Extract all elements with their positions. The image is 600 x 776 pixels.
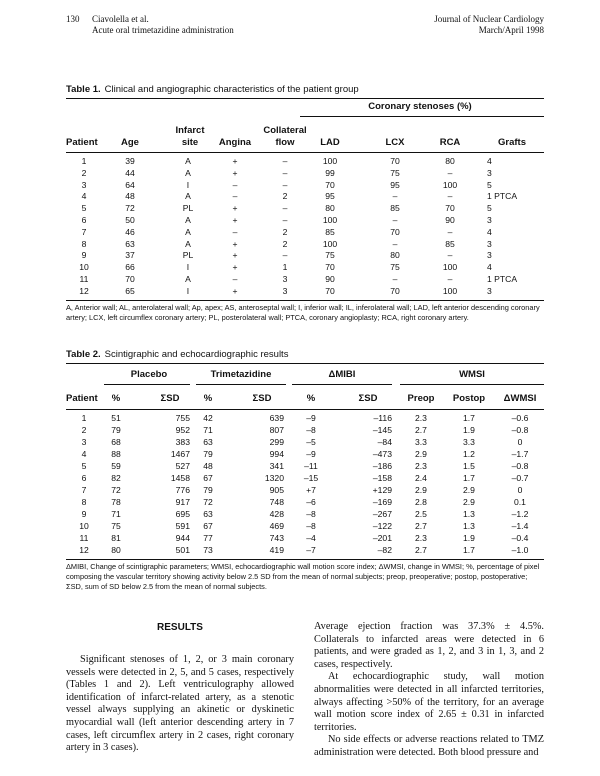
t1-cell: 80 — [325, 203, 335, 214]
t2-cell: –122 — [372, 521, 392, 531]
t1-col-lad: LAD — [320, 137, 340, 148]
t1-cell: 5 — [487, 179, 492, 190]
t2-col-p-sd: ΣSD — [160, 393, 180, 404]
results-right-column — [314, 621, 544, 760]
t1-cell: – — [282, 250, 288, 261]
t2-cell: 48 — [203, 461, 213, 471]
t2-cell: 59 — [111, 461, 121, 471]
t1-cell: 70 — [325, 179, 335, 190]
t1-cell: 46 — [125, 226, 135, 237]
t2-cell: 71 — [203, 425, 213, 435]
t2-cell: 748 — [269, 497, 284, 507]
t2-cell: 1320 — [264, 473, 284, 483]
t2-cell: 67 — [203, 473, 213, 483]
t2-cell: 0 — [517, 437, 523, 447]
t2-cell: –0.8 — [511, 425, 529, 435]
t2-cell: –0.6 — [511, 413, 529, 423]
t1-cell: 4 — [81, 191, 87, 202]
t2-cell: 2.3 — [415, 533, 427, 543]
t2-cell: –0.7 — [511, 473, 529, 483]
t2-cell: –15 — [303, 473, 319, 483]
t1-cell: PL — [182, 250, 194, 261]
t2-cell: 994 — [269, 449, 284, 459]
t1-cell: I — [186, 179, 190, 190]
results-paragraph-2: Average ejection fraction was 37.3% ± 4.5%. Collaterals to infarcted areas were detected in 6 patients, and were graded as 1, 2, and 3 in 1, 3, and 2 cases, respectively. — [314, 621, 544, 670]
t2-cell: 1.3 — [463, 509, 475, 519]
t1-cell: – — [232, 274, 238, 284]
t1-cell: A — [185, 215, 191, 225]
t2-cell: –116 — [373, 413, 392, 423]
t2-cell: 2.9 — [463, 497, 475, 507]
t1-cell: 100 — [322, 156, 338, 166]
t1-cell: 100 — [322, 215, 338, 225]
t2-cell: 2.9 — [415, 485, 427, 495]
t1-cell: A — [185, 238, 191, 249]
t2-cell: 1458 — [170, 473, 190, 483]
t1-cell: 12 — [79, 285, 89, 296]
t2-cell: 2.4 — [415, 473, 427, 483]
t1-col-infarct-1: Infarct — [175, 125, 205, 136]
t1-cell: 1 — [81, 156, 87, 166]
t2-cell: –84 — [377, 437, 392, 447]
t2-cell: 2.8 — [415, 497, 427, 507]
t2-cell: 527 — [175, 461, 190, 471]
t2-cell: –0.4 — [511, 533, 529, 543]
t1-cell: 64 — [125, 179, 135, 190]
t2-col-postop: Postop — [452, 393, 486, 404]
t2-group-rule-wmsi — [400, 384, 544, 385]
t2-cell: –1.4 — [511, 521, 529, 531]
t2-cell: 2.7 — [415, 545, 427, 555]
t2-cell: 383 — [175, 437, 190, 447]
t1-cell: A — [185, 167, 191, 178]
t1-cell: 99 — [325, 167, 335, 178]
table1-caption — [66, 84, 359, 95]
t1-cell: – — [232, 191, 238, 202]
t1-cell: A — [185, 274, 191, 284]
t2-group-rule-placebo — [104, 384, 190, 385]
t2-cell: 1.3 — [463, 521, 475, 531]
t2-cell: –201 — [372, 533, 392, 543]
t2-cell: 1.7 — [463, 545, 475, 555]
t2-cell: 1.5 — [463, 461, 475, 471]
t1-cell: – — [392, 274, 398, 284]
t2-group-rule-dmibi — [292, 384, 392, 385]
t2-col-t-sd: ΣSD — [252, 393, 272, 404]
t2-cell: 82 — [111, 473, 121, 483]
t1-cell: – — [392, 191, 398, 202]
t1-cell: 2 — [81, 167, 87, 178]
table1-caption-text: Clinical and angiographic characteristics of the patient group — [104, 84, 359, 95]
table2-top-rule — [66, 363, 544, 364]
t2-cell: 79 — [203, 449, 213, 459]
t2-cell: –1.0 — [511, 545, 529, 555]
t1-cell: 75 — [390, 167, 400, 178]
table1-bottom-rule — [66, 300, 544, 301]
table1-group-header: Coronary stenoses (%) — [368, 101, 472, 112]
t1-col-infarct-2: site — [181, 137, 199, 148]
t1-cell: 9 — [81, 250, 87, 261]
t2-group-trimetazidine: Trimetazidine — [210, 369, 272, 380]
t2-group-rule-tmz — [196, 384, 286, 385]
t1-cell: + — [232, 285, 238, 296]
results-paragraph-3: At echocardiographic study, wall motion abnormalities were detected in all infarcted territories, always affecting >50% of the territory, for an average wall motion score index of 2.65 ± 0.31 in infarcted territories. — [314, 671, 544, 733]
t2-col-t-pct: % — [203, 393, 213, 404]
journal-issue: March/April 1998 — [478, 25, 544, 35]
t2-cell: 6 — [81, 473, 87, 483]
t1-cell: 3 — [487, 238, 492, 249]
t1-cell: 48 — [125, 191, 135, 202]
t1-cell: 70 — [325, 262, 335, 273]
t2-cell: 73 — [203, 545, 213, 555]
t1-cell: + — [232, 215, 238, 225]
t1-col-grafts: Grafts — [498, 137, 526, 148]
t1-cell: – — [392, 238, 398, 249]
t1-cell: 100 — [442, 262, 458, 273]
t2-cell: 755 — [175, 413, 190, 423]
t2-cell: 1467 — [170, 449, 190, 459]
t1-cell: 90 — [445, 215, 455, 225]
t2-col-preop: Preop — [407, 393, 435, 404]
t1-cell: 3 — [487, 250, 492, 261]
t1-col-lcx: LCX — [385, 137, 405, 148]
t1-cell: 100 — [442, 179, 458, 190]
t2-cell: 944 — [175, 533, 190, 543]
t1-col-age: Age — [121, 137, 139, 148]
t2-cell: 67 — [203, 521, 213, 531]
t2-cell: –9 — [306, 413, 316, 423]
t2-cell: 1.9 — [463, 533, 475, 543]
t1-cell: 44 — [125, 167, 135, 178]
t1-col-rca: RCA — [439, 137, 461, 148]
t1-cell: 7 — [81, 226, 87, 237]
t1-cell: 75 — [390, 262, 400, 273]
t2-cell: –473 — [372, 449, 392, 459]
t2-cell: 501 — [175, 545, 190, 555]
table2-bottom-rule — [66, 559, 544, 560]
t2-cell: 743 — [269, 533, 284, 543]
t2-cell: –186 — [372, 461, 392, 471]
table2-label: Table 2. — [66, 349, 101, 360]
t2-cell: +129 — [372, 485, 392, 495]
t1-cell: – — [282, 215, 288, 225]
t2-cell: 71 — [111, 509, 121, 519]
t1-cell: 85 — [325, 226, 335, 237]
t1-cell: 1 — [282, 262, 288, 273]
t1-cell: 70 — [390, 156, 400, 166]
t1-cell: 5 — [81, 203, 87, 214]
t1-cell: – — [447, 167, 453, 178]
t2-cell: 639 — [269, 413, 284, 423]
results-left-column — [66, 654, 294, 755]
t2-cell: 1.7 — [463, 413, 475, 423]
t2-cell: –169 — [372, 497, 392, 507]
t1-cell: 37 — [125, 250, 135, 261]
t1-cell: 100 — [322, 238, 338, 249]
results-paragraph-1: Significant stenoses of 1, 2, or 3 main coronary vessels were detected in 2, 5, and 5 cases, respectively (Tables 1 and 2). Left ventriculography allowed identification of infarct-related artery, as a stenotic vessel always supplying an akinetic or dyskinetic myocardial wall (left anterior descending artery in 7 cases, left circumflex artery in 2 cases, right coronary artery in 3 cases). — [66, 654, 294, 754]
t1-cell: 4 — [487, 226, 492, 237]
t2-cell: 5 — [81, 461, 87, 471]
t1-cell: 80 — [445, 156, 455, 166]
t1-cell: 3 — [81, 179, 87, 190]
t2-cell: 2.3 — [415, 461, 427, 471]
t2-cell: 591 — [175, 521, 190, 531]
t2-cell: –4 — [306, 533, 316, 543]
t1-col-patient: Patient — [66, 137, 98, 148]
t2-cell: 78 — [111, 497, 121, 507]
t2-cell: 9 — [81, 509, 87, 519]
t2-cell: 11 — [79, 533, 89, 543]
t1-cell: – — [232, 179, 238, 190]
t1-cell: 39 — [125, 156, 135, 166]
t2-cell: 42 — [203, 413, 213, 423]
t1-cell: 95 — [325, 191, 335, 202]
t1-cell: 75 — [325, 250, 335, 261]
t2-col-dwmsi: ΔWMSI — [503, 393, 537, 404]
t2-cell: 428 — [269, 509, 284, 519]
t1-cell: 100 — [442, 285, 458, 296]
t1-cell: – — [447, 250, 453, 261]
t2-cell: 2.5 — [415, 509, 427, 519]
t2-cell: 3.3 — [463, 437, 475, 447]
t1-cell: 65 — [125, 285, 135, 296]
t1-cell: + — [232, 203, 238, 214]
t2-cell: 1.2 — [463, 449, 475, 459]
t2-cell: 776 — [175, 485, 190, 495]
t2-cell: 695 — [175, 509, 190, 519]
t1-cell: 3 — [487, 215, 492, 225]
t1-cell: – — [447, 274, 453, 284]
t1-cell: 85 — [390, 203, 400, 214]
t1-cell: 11 — [79, 274, 89, 284]
t2-cell: 952 — [175, 425, 190, 435]
t2-cell: +7 — [306, 485, 316, 495]
t1-cell: + — [232, 156, 238, 166]
table1-header-rule — [66, 152, 544, 153]
t1-cell: 10 — [79, 262, 89, 273]
t2-cell: –0.8 — [511, 461, 529, 471]
table1-group-rule — [300, 116, 544, 117]
t2-cell: 1 — [81, 413, 87, 423]
page-number: 130 — [66, 14, 80, 24]
t2-cell: 4 — [81, 449, 87, 459]
t2-cell: –145 — [372, 425, 392, 435]
t2-cell: 419 — [269, 545, 284, 555]
t1-cell: + — [232, 262, 238, 273]
t1-cell: A — [185, 191, 191, 202]
t2-cell: 3.3 — [415, 437, 427, 447]
t1-cell: 2 — [282, 238, 288, 249]
t1-cell: 3 — [282, 285, 288, 296]
t1-cell: 2 — [282, 191, 288, 202]
t2-cell: –8 — [306, 509, 316, 519]
t2-cell: –8 — [306, 425, 316, 435]
t1-cell: 1 PTCA — [487, 274, 518, 284]
t2-cell: –5 — [306, 437, 316, 447]
table2-header-rule — [66, 409, 544, 410]
t2-col-d-pct: % — [306, 393, 316, 404]
table2-footnote: ΔMIBI, Change of scintigraphic parameters; WMSI, echocardiographic wall motion score index; ΔWMSI, change in WMSI; %, percentage of pixel composing the vascular territory showing activity below 2.5 SD from the mean of normal subjects; preop, preoperative; postop, postoperative; ΣSD, sum of SD below 2.5 from the mean of normal subjects. — [66, 562, 540, 591]
t1-cell: 90 — [325, 274, 335, 284]
t2-cell: 905 — [269, 485, 284, 495]
t2-col-d-sd: ΣSD — [358, 393, 378, 404]
t2-cell: 72 — [203, 497, 213, 507]
t2-cell: 2.9 — [415, 449, 427, 459]
t1-cell: – — [392, 215, 398, 225]
t2-cell: 0 — [517, 485, 523, 495]
results-paragraph-4: No side effects or adverse reactions related to TMZ administration were detected. Both blood pressure and — [314, 734, 544, 758]
t1-cell: – — [232, 226, 238, 237]
t1-col-collateral-2: flow — [275, 137, 295, 148]
t1-cell: A — [185, 156, 191, 166]
t1-cell: I — [186, 262, 190, 273]
t2-group-dmibi: ΔMIBI — [328, 369, 356, 380]
t2-cell: 77 — [203, 533, 213, 543]
t2-cell: –11 — [304, 461, 318, 471]
t1-cell: 85 — [445, 238, 455, 249]
t2-cell: 10 — [79, 521, 89, 531]
t1-cell: – — [282, 203, 288, 214]
t2-cell: 7 — [81, 485, 87, 495]
t1-cell: I — [186, 285, 190, 296]
t2-cell: 79 — [111, 425, 121, 435]
t2-group-wmsi: WMSI — [459, 369, 485, 380]
t2-cell: 8 — [81, 497, 87, 507]
t1-cell: 4 — [487, 156, 492, 166]
t1-cell: – — [282, 179, 288, 190]
t2-cell: 68 — [111, 437, 121, 447]
table1-label: Table 1. — [66, 84, 101, 95]
running-header-left — [66, 14, 234, 36]
t1-cell: 70 — [445, 203, 455, 214]
t1-cell: 50 — [125, 215, 135, 225]
t2-cell: 75 — [111, 521, 121, 531]
t1-cell: 3 — [487, 285, 492, 296]
t2-cell: –82 — [377, 545, 392, 555]
t1-cell: – — [447, 226, 453, 237]
t2-cell: 469 — [269, 521, 284, 531]
t2-cell: 2 — [81, 425, 87, 435]
t1-col-collateral-1: Collateral — [263, 125, 307, 136]
t1-cell: A — [185, 226, 191, 237]
t2-cell: –8 — [306, 521, 316, 531]
journal-name: Journal of Nuclear Cardiology — [434, 14, 544, 24]
table2-caption-text: Scintigraphic and echocardiographic results — [104, 349, 289, 360]
t2-group-placebo: Placebo — [130, 369, 168, 380]
t2-cell: 1.7 — [463, 473, 475, 483]
t2-cell: 2.9 — [463, 485, 475, 495]
t1-cell: – — [282, 167, 288, 178]
t1-cell: PL — [182, 203, 194, 214]
t2-col-p-pct: % — [111, 393, 121, 404]
t1-cell: 70 — [390, 285, 400, 296]
t1-cell: 70 — [390, 226, 400, 237]
t1-cell: 5 — [487, 203, 492, 214]
t2-cell: 80 — [111, 545, 121, 555]
t2-cell: 63 — [203, 509, 213, 519]
t2-col-patient: Patient — [66, 393, 98, 404]
t1-cell: 63 — [125, 238, 135, 249]
table1-footnote: A, Anterior wall; AL, anterolateral wall; Ap, apex; AS, anteroseptal wall; I, inferior wall; IL, inferolateral wall; LAD, left anterior descending coronary artery; LCX, left circumflex coronary artery; PL, posterolateral wall; PTCA, coronary angioplasty; RCA, right coronary artery. — [66, 303, 540, 322]
t1-cell: + — [232, 238, 238, 249]
t2-cell: –158 — [372, 473, 392, 483]
t1-cell: 80 — [390, 250, 400, 261]
t1-cell: 6 — [81, 215, 87, 225]
t2-cell: 2.7 — [415, 425, 427, 435]
t2-cell: 1.9 — [463, 425, 475, 435]
t2-cell: 299 — [269, 437, 284, 447]
t1-cell: + — [232, 250, 238, 261]
t2-cell: –267 — [372, 509, 392, 519]
table1-top-rule — [66, 98, 544, 99]
article-title: Acute oral trimetazidine administration — [92, 25, 234, 35]
t2-cell: 12 — [79, 545, 89, 555]
t2-cell: 2.3 — [415, 413, 427, 423]
t2-cell: –1.7 — [511, 449, 529, 459]
t1-cell: 3 — [282, 274, 288, 284]
t2-cell: –9 — [306, 449, 316, 459]
t1-cell: 95 — [390, 179, 400, 190]
t2-cell: 0.1 — [514, 497, 526, 507]
t2-cell: –6 — [306, 497, 316, 507]
t1-cell: 70 — [125, 274, 135, 284]
t2-cell: 63 — [203, 437, 213, 447]
t2-cell: 81 — [111, 533, 121, 543]
table2-caption — [66, 349, 288, 360]
t1-cell: 8 — [81, 238, 87, 249]
t2-cell: 72 — [111, 485, 121, 495]
t1-col-angina: Angina — [218, 137, 252, 148]
t2-cell: 79 — [203, 485, 213, 495]
t2-cell: 51 — [111, 413, 121, 423]
t1-cell: 3 — [487, 167, 492, 178]
results-heading: RESULTS — [157, 622, 203, 633]
t2-cell: –7 — [306, 545, 316, 555]
t2-cell: 341 — [269, 461, 284, 471]
running-header-right — [434, 14, 544, 36]
t1-cell: 70 — [325, 285, 335, 296]
t1-cell: 72 — [125, 203, 135, 214]
authors: Ciavolella et al. — [92, 14, 149, 24]
t1-cell: 66 — [125, 262, 135, 273]
t2-cell: 2.7 — [415, 521, 427, 531]
t2-cell: 807 — [269, 425, 284, 435]
t1-cell: 4 — [487, 262, 492, 273]
t1-cell: 2 — [282, 226, 288, 237]
t2-cell: 917 — [175, 497, 190, 507]
t1-cell: – — [447, 191, 453, 202]
t2-cell: 88 — [111, 449, 121, 459]
t2-cell: 3 — [81, 437, 87, 447]
t1-cell: 1 PTCA — [487, 191, 518, 202]
t1-cell: + — [232, 167, 238, 178]
t2-cell: –1.2 — [511, 509, 529, 519]
t1-cell: – — [282, 156, 288, 166]
